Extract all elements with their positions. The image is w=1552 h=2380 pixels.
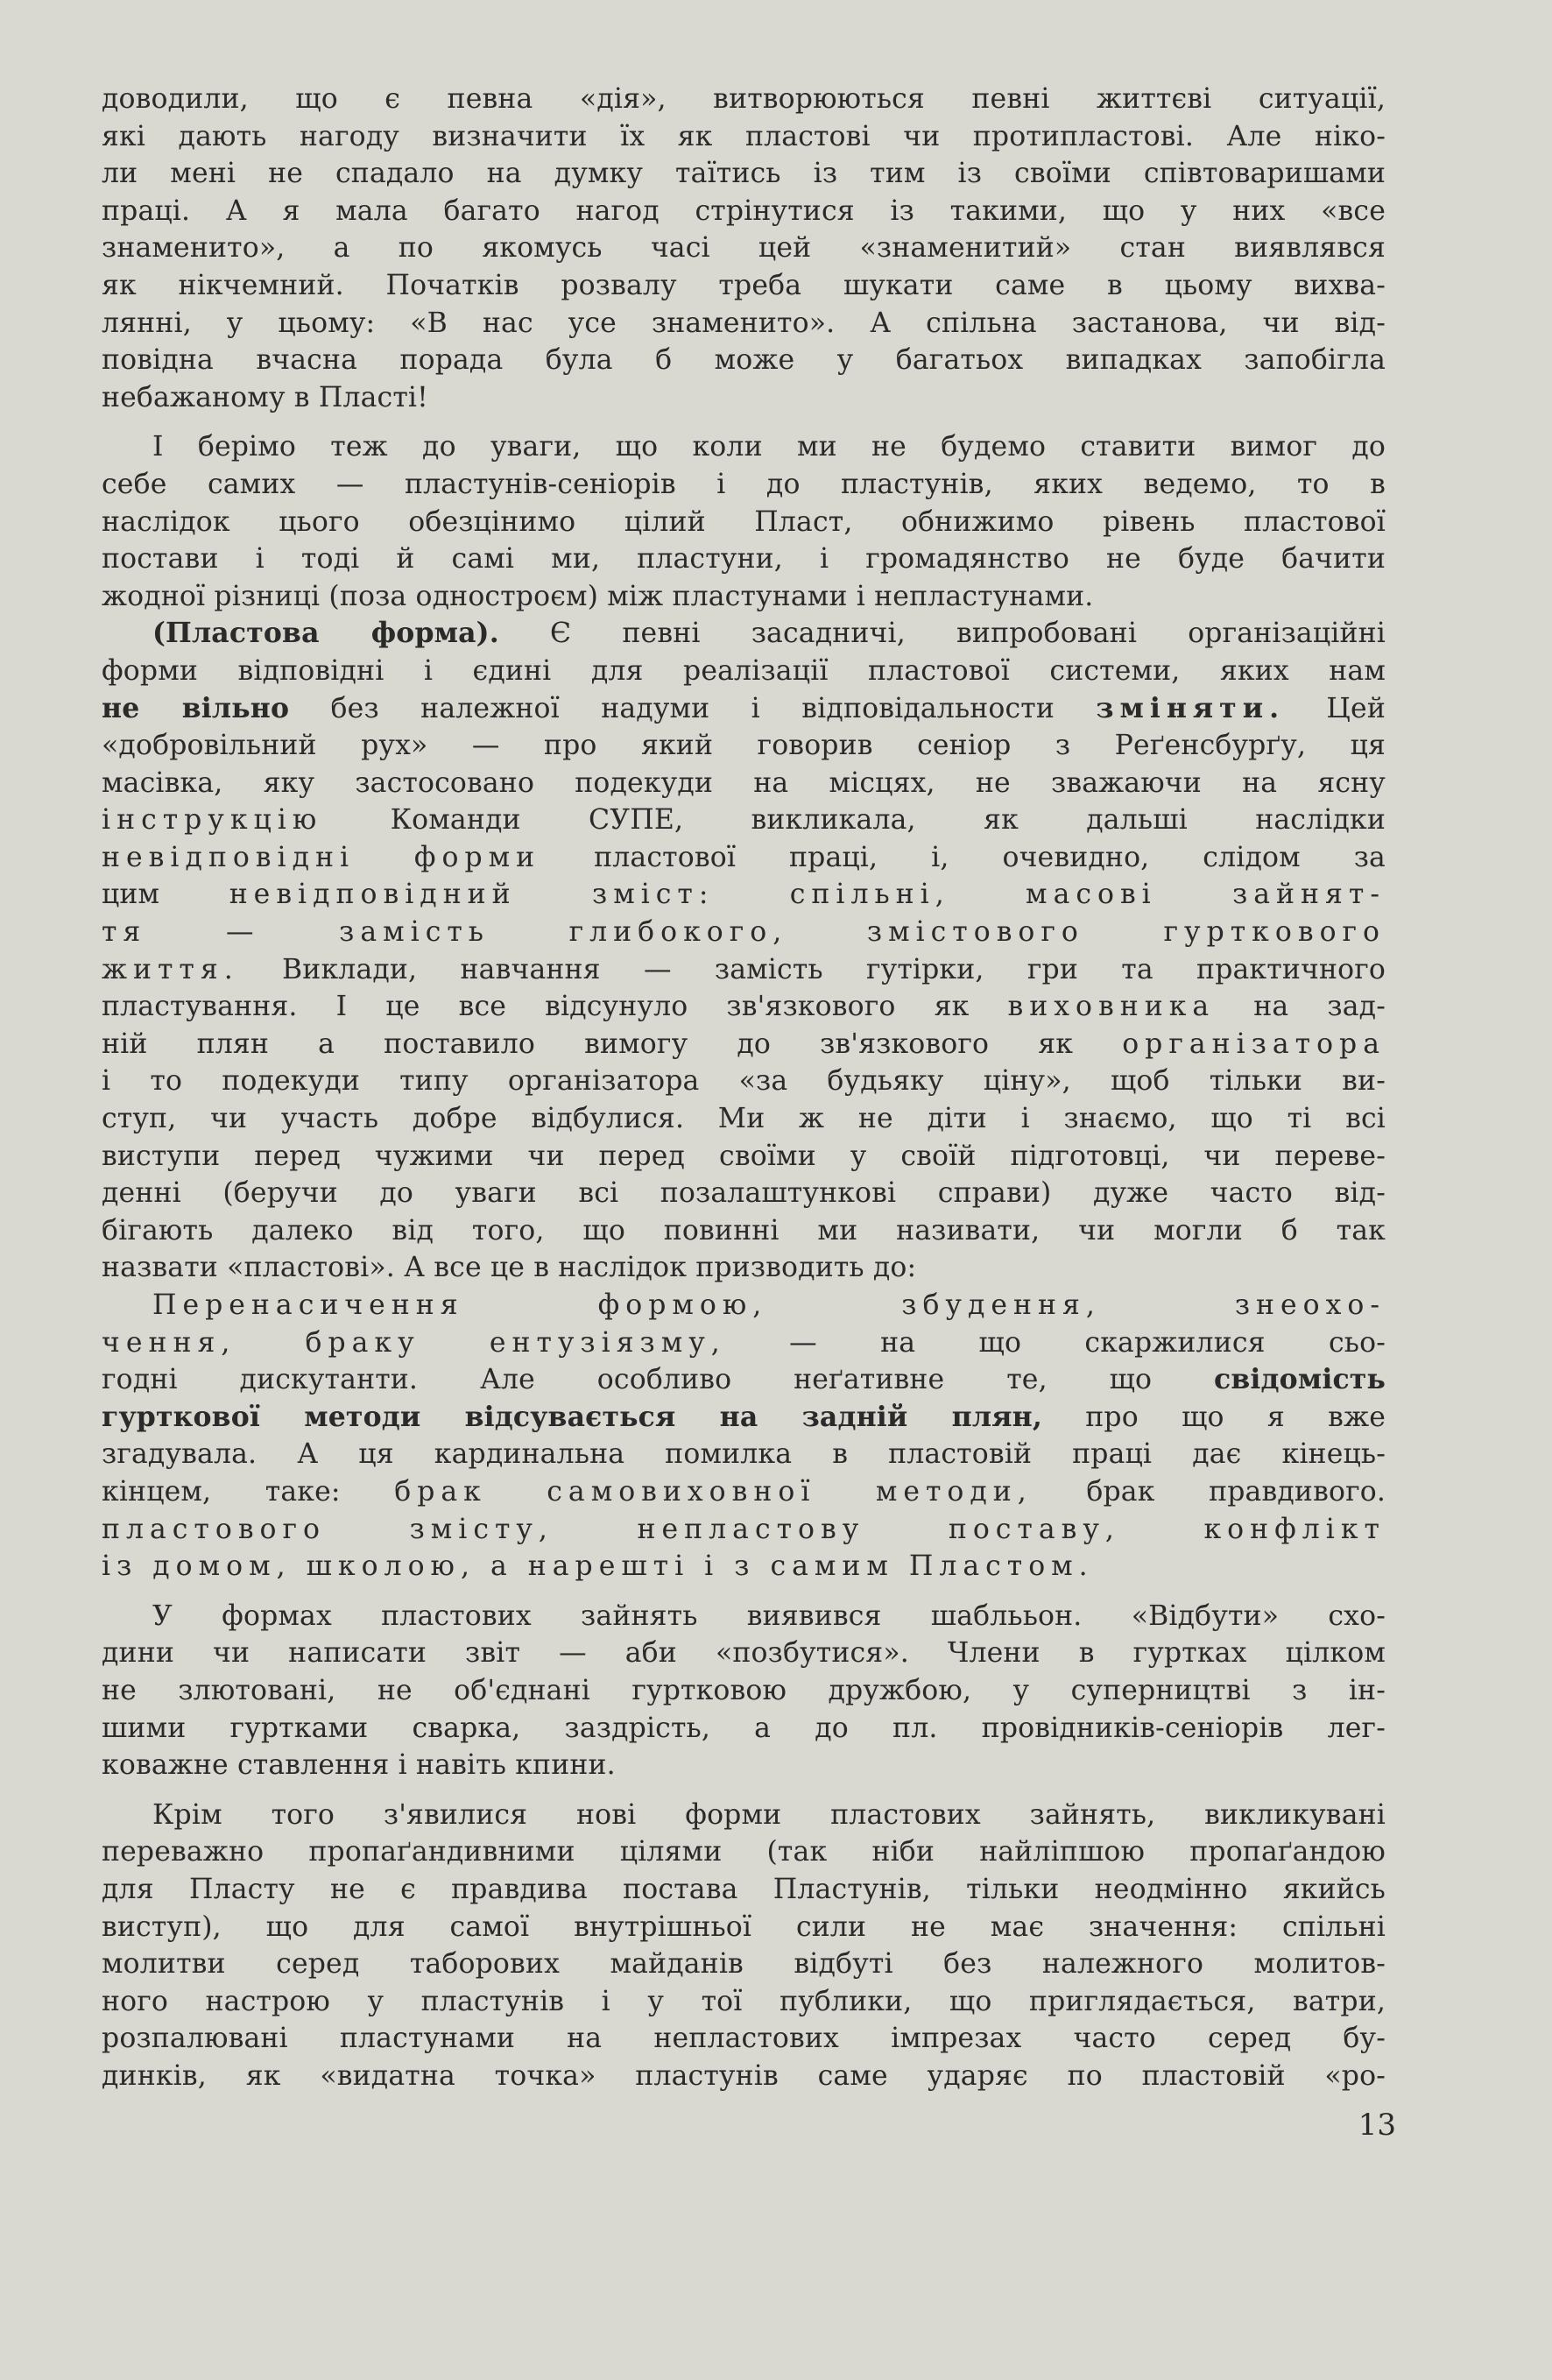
paragraph-4 (102, 1287, 1386, 1585)
text-line (102, 839, 1386, 877)
emphasis-spaced: організатора (1122, 1028, 1386, 1060)
paragraph-2 (102, 428, 1386, 615)
text-line: пластового змісту, непластову поставу, конфлікт (102, 1513, 1386, 1545)
text-line: для Пласту не є правдива постава Пластунів, тільки неодмінно якийсь (102, 1873, 1386, 1905)
paragraph-1 (102, 81, 1386, 416)
text-line: масівка, яку застосовано подекуди на місцях, не зважаючи на ясну (102, 766, 1386, 799)
text-run: годні дискутанти. Але особливо неґативне те, що (102, 1364, 1215, 1396)
text-line: «добровільний рух» — про який говорив сеніор з Реґенсбурґу, ця (102, 730, 1386, 762)
text-line (102, 1361, 1386, 1399)
text-line (102, 1473, 1386, 1511)
body-text (102, 81, 1386, 2094)
text-line: денні (беручи до уваги всі позалаштункові справи) дуже часто від- (102, 1177, 1386, 1210)
text-line: ступ, чи участь добре відбулися. Ми ж не діти і знаємо, що ті всі (102, 1103, 1386, 1135)
text-run: — на що скаржилися сьо- (725, 1326, 1386, 1359)
text-line: шими гуртками сварка, заздрість, а до пл. провідників-сеніорів лег- (102, 1712, 1386, 1744)
text-run: пластової праці, і, очевидно, слідом за (540, 841, 1386, 873)
text-run: брак правдивого. (1032, 1475, 1386, 1508)
emphasis-bold: не вільно (102, 691, 290, 724)
text-line: знаменито», а по якомусь часі цей «знаменитий» стан виявлявся (102, 232, 1386, 265)
text-run: про що я вже (1041, 1401, 1386, 1433)
emphasis-bold: свідомість (1214, 1363, 1386, 1396)
text-line: не злютовані, не об'єднані гуртковою дружбою, у суперництві з ін- (102, 1674, 1386, 1706)
text-line: У формах пластових зайнять виявився шаблььон. «Відбути» схо- (152, 1600, 1386, 1632)
text-line (102, 988, 1386, 1026)
text-line: бігають далеко від того, що повинні ми називати, чи могли б так (102, 1214, 1386, 1246)
text-line: І берімо теж до уваги, що коли ми не будемо ставити вимог до (152, 431, 1386, 463)
text-line: лянні, у цьому: «В нас усе знаменито». А спільна застанова, чи від- (102, 307, 1386, 339)
emphasis-spaced: чення, браку ентузіязму, (102, 1326, 726, 1359)
emphasis-spaced: виховника (1007, 991, 1216, 1023)
text-line: Перенасичення формою, збудення, знеохо- (152, 1289, 1386, 1321)
text-line: жодної різниці (поза одностроєм) між пластунами і непластунами. (102, 580, 1094, 612)
text-line: праці. А я мала багато нагод стрінутися із такими, що у них «все (102, 194, 1386, 227)
section-heading: (Пластова форма). (152, 617, 499, 650)
text-line: коважне ставлення і навіть кпини. (102, 1749, 616, 1782)
text-run: пластування. І це все відсунуло зв'язкового як (102, 991, 970, 1023)
text-line: ли мені не спадало на думку таїтись із тим із своїми співтоваришами (102, 158, 1386, 190)
paragraph-6 (102, 1797, 1386, 2095)
text-line: розпалювані пластунами на непластових імпрезах часто серед бу- (102, 2023, 1386, 2055)
emphasis-spaced: невідповідні форми (102, 841, 541, 873)
text-line: тя — замість глибокого, змістового гурткового (102, 916, 1386, 949)
text-line (102, 1324, 1386, 1362)
text-run: цим (102, 879, 229, 911)
text-line: які дають нагоду визначити їх як пластові чи протипластові. Але ніко- (102, 120, 1386, 152)
text-run: Цей (1285, 692, 1386, 724)
paragraph-5 (102, 1598, 1386, 1784)
text-line: форми відповідні і єдині для реалізації пластової системи, яких нам (102, 654, 1386, 687)
text-line (102, 1026, 1386, 1063)
text-run: Команди СУПЕ, викликала, як дальші наслідки (322, 804, 1386, 837)
text-line: наслідок цього обезцінимо цілий Пласт, обнижимо рівень пластової (102, 505, 1386, 538)
text-line (102, 802, 1386, 839)
text-line (102, 615, 1386, 653)
text-line: молитви серед таборових майданів відбуті без належного молитов- (102, 1948, 1386, 1981)
text-line: Крім того з'явилися нові форми пластових зайнять, викликувані (152, 1798, 1386, 1831)
page-number: 13 (1358, 2108, 1396, 2143)
text-line: себе самих — пластунів-сеніорів і до пластунів, яких ведемо, то в (102, 468, 1386, 500)
text-line: і то подекуди типу організатора «за будьяку ціну», щоб тільки ви- (102, 1065, 1386, 1098)
text-line: повідна вчасна порада була б може у багатьох випадках запобігла (102, 344, 1386, 377)
emphasis-spaced: брак самовиховної методи, (394, 1475, 1033, 1508)
emphasis-spaced: інструкцію (102, 804, 323, 837)
text-line (102, 1399, 1386, 1437)
text-run: на зад- (1253, 991, 1386, 1023)
text-line: доводили, що є певна «дія», витворюються певні життєві ситуації, (102, 83, 1386, 115)
text-line: виступ), що для самої внутрішньої сили не має значення: спільні (102, 1910, 1386, 1943)
text-run: Є певні засадничі, випробовані організаційні (498, 618, 1386, 650)
text-line: із домом, школою, а нарешті і з самим Пластом. (102, 1550, 1094, 1583)
text-line: дини чи написати звіт — аби «позбутися». Члени в гуртках цілком (102, 1637, 1386, 1670)
text-line: виступи перед чужими чи перед своїми у своїй підготовці, чи переве- (102, 1140, 1386, 1172)
text-line: як нікчемний. Початків розвалу треба шукати саме в цьому вихва- (102, 269, 1386, 301)
text-run: кінцем, таке: (102, 1475, 395, 1508)
text-line: постави і тоді й самі ми, пластуни, і громадянство не буде бачити (102, 543, 1386, 576)
text-line: ного настрою у пластунів і у тої публики, що приглядається, ватри, (102, 1985, 1386, 2017)
text-line: небажаному в Пласті! (102, 381, 428, 413)
text-line (102, 876, 1386, 914)
emphasis-spaced: життя. (102, 953, 239, 985)
text-run: ній плян а поставило вимогу до зв'язкового як (102, 1028, 1074, 1060)
text-line (102, 690, 1386, 728)
emphasis-spaced: невідповідний зміст: спільні, масові зайнят- (229, 879, 1386, 911)
text-line: згадувала. А ця кардинальна помилка в пластовій праці дає кінець- (102, 1438, 1386, 1471)
text-run: Виклади, навчання — замість гутірки, гри та практичного (238, 953, 1386, 985)
emphasis-bold: гурткової методи відсувається на задній плян, (102, 1400, 1042, 1433)
paragraph-3 (102, 615, 1386, 1287)
text-line (102, 951, 1386, 989)
text-line: динків, як «видатна точка» пластунів саме ударяє по пластовій «ро- (102, 2059, 1386, 2092)
text-line: назвати «пластові». А все це в наслідок призводить до: (102, 1252, 917, 1284)
emphasis-spaced: зміняти. (1096, 691, 1286, 724)
text-run: без належної надуми і відповідальности (289, 692, 1097, 724)
text-line: переважно пропаґандивними цілями (так ніби найліпшою пропаґандою (102, 1836, 1386, 1868)
